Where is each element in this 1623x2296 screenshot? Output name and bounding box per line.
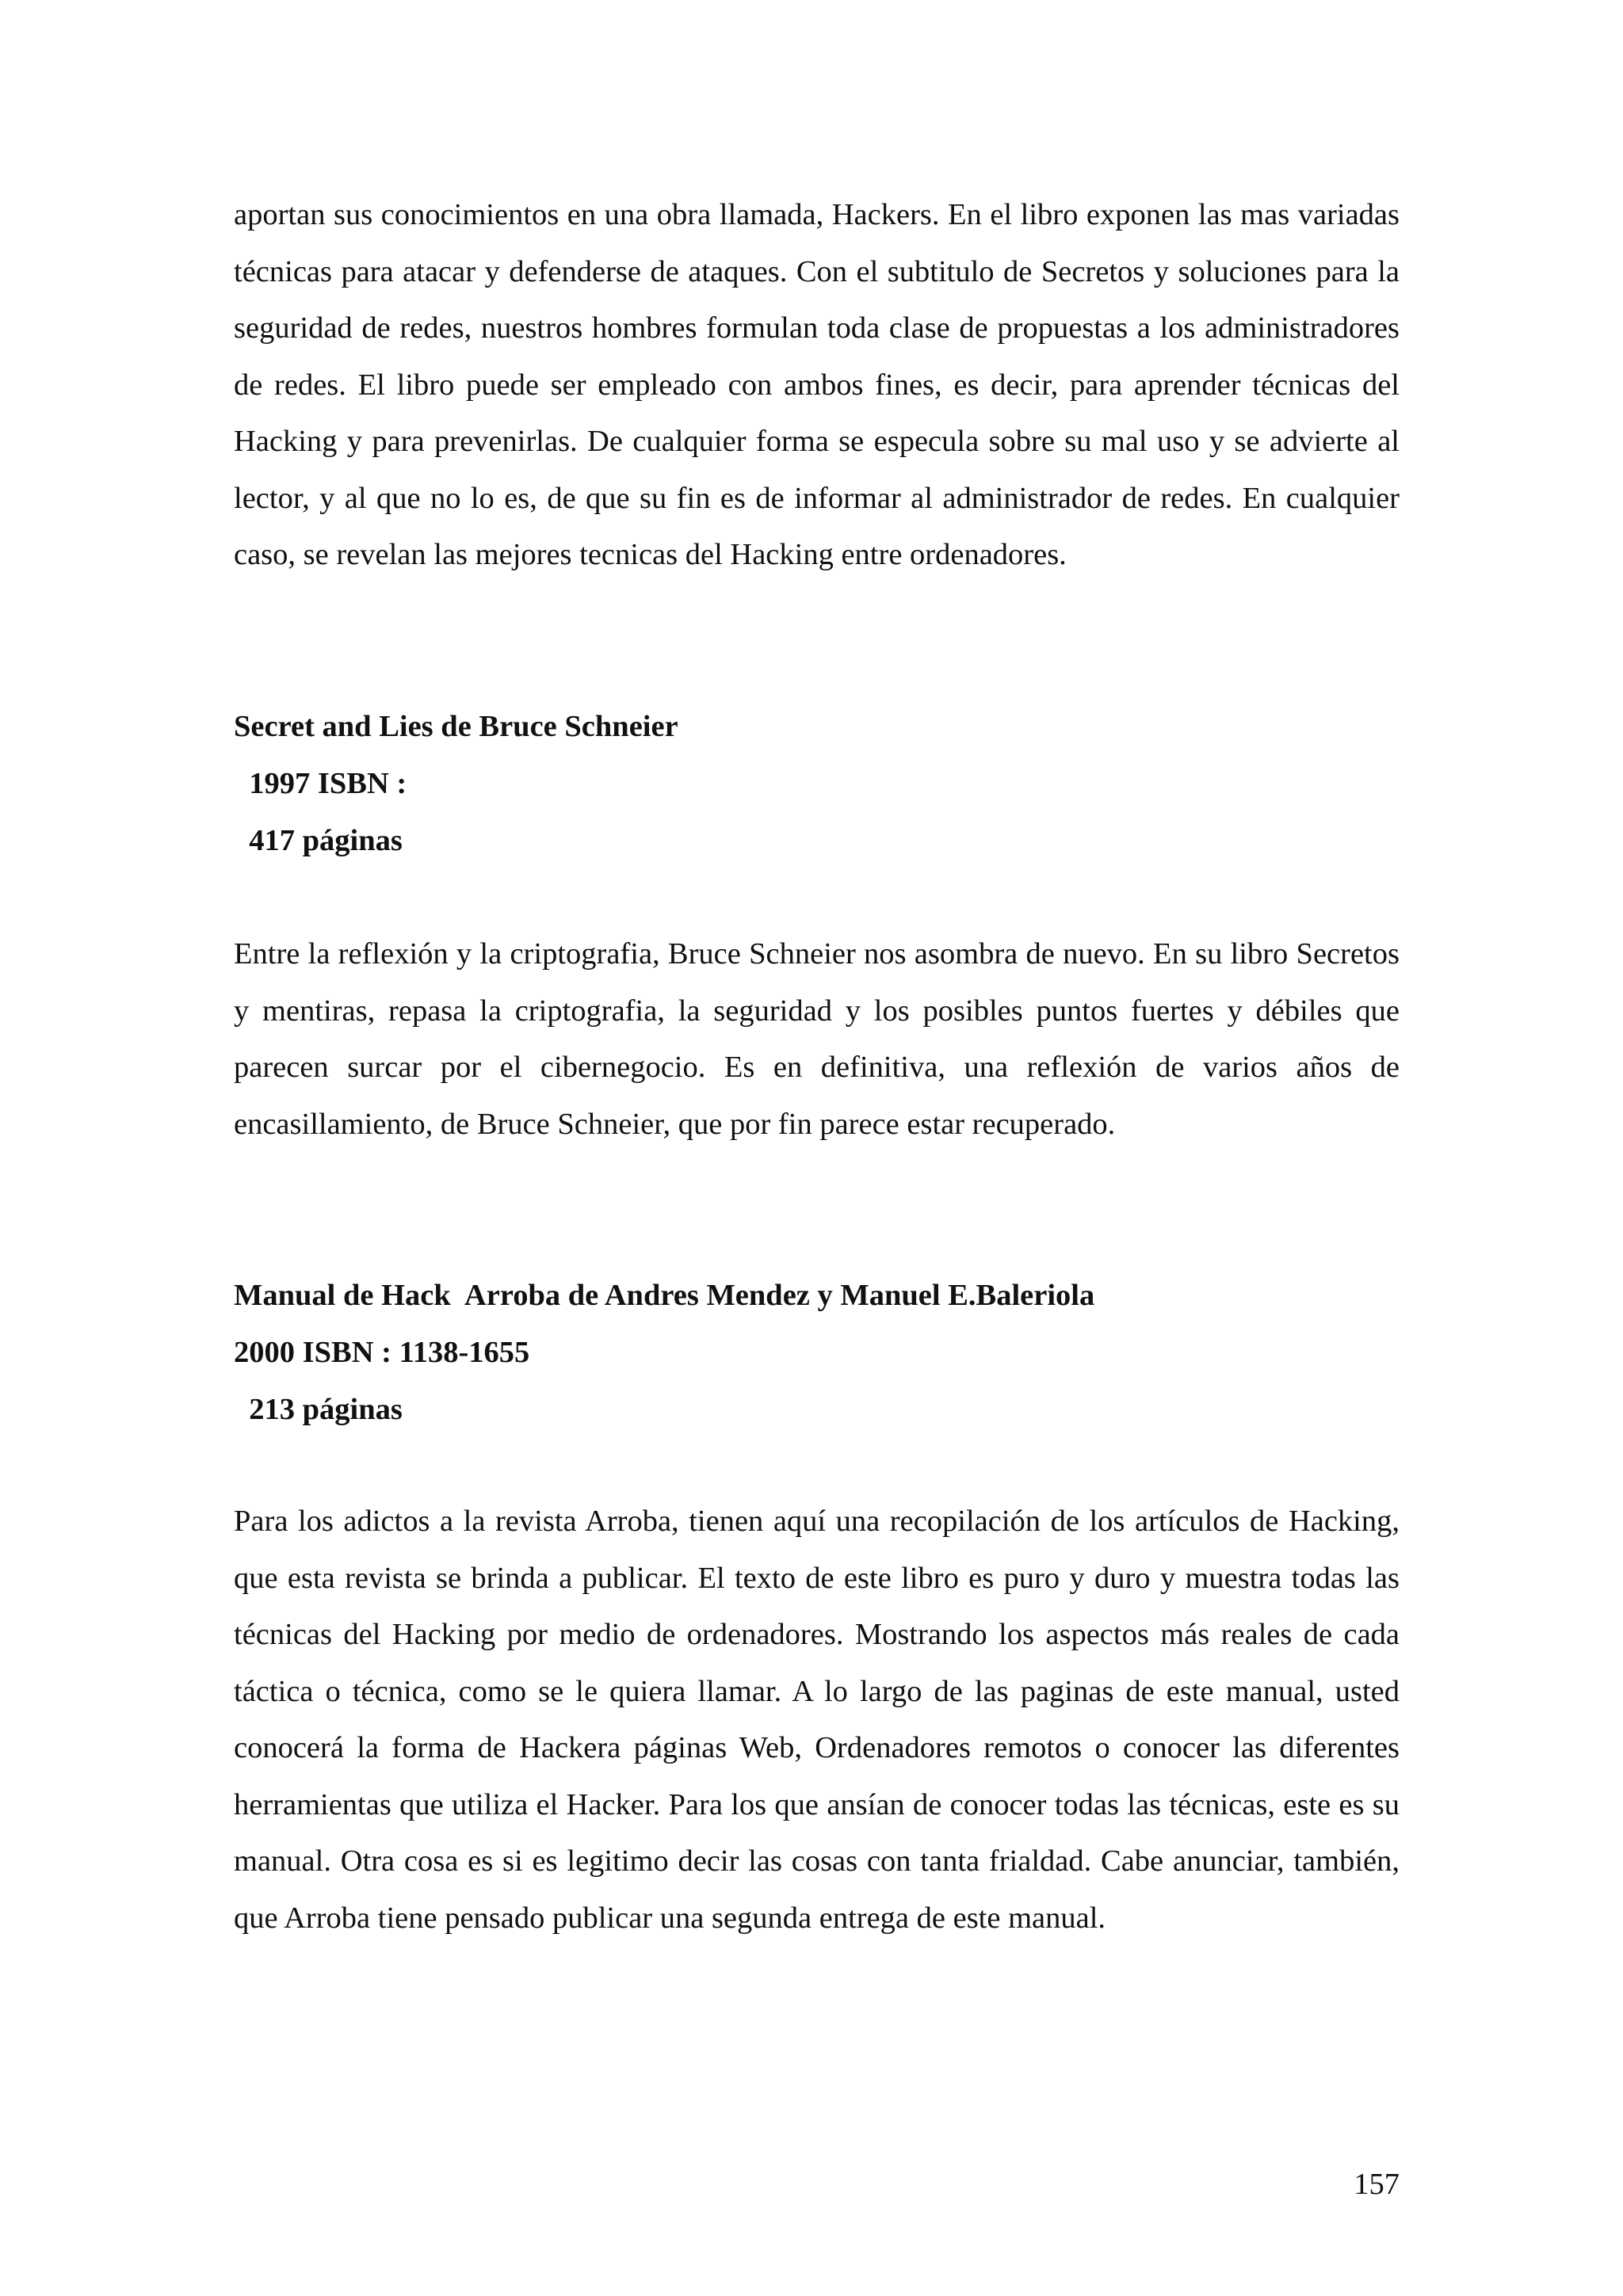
book-page-count: 213 páginas <box>234 1393 403 1426</box>
intro-paragraph: aportan sus conocimientos en una obra llamada, Hackers. En el libro exponen las mas variadas técnicas para atacar y defenderse de ataques. Con el subtitulo de Secretos y soluciones para la seguridad de redes, nuestros hombres formulan toda clase de propuestas a los administradores de redes. El libro puede ser empleado con ambos fines, es decir, para aprender técnicas del Hacking y para prevenirlas. De cualquier forma se especula sobre su mal uso y se advierte al lector, y al que no lo es, de que su fin es de informar al administrador de redes. En cualquier caso, se revelan las mejores tecnicas del Hacking entre ordenadores. <box>234 198 1400 571</box>
book-isbn: 1997 ISBN : <box>234 767 407 800</box>
book-title: Manual de Hack Arroba de Andres Mendez y Manuel E.Baleriola <box>234 1279 1095 1312</box>
page-number: 157 <box>1354 2168 1400 2201</box>
manual-de-hack-review-block <box>234 1493 1400 1947</box>
book-title: Secret and Lies de Bruce Schneier <box>234 710 678 743</box>
secret-and-lies-review-block <box>234 926 1400 1153</box>
intro-paragraph-block <box>234 187 1400 584</box>
book-entry-secret-and-lies <box>234 698 1400 869</box>
manual-de-hack-review: Para los adictos a la revista Arroba, tienen aquí una recopilación de los artículos de Hacking, que esta revista se brinda a publicar. El texto de este libro es puro y duro y muestra todas las técnicas del Hacking por medio de ordenadores. Mostrando los aspectos más reales de cada táctica o técnica, como se le quiera llamar. A lo largo de las paginas de este manual, usted conocerá la forma de Hackera páginas Web, Ordenadores remotos o conocer las diferentes herramientas que utiliza el Hacker. Para los que ansían de conocer todas las técnicas, este es su manual. Otra cosa es si es legitimo decir las cosas con tanta frialdad. Cabe anunciar, también, que Arroba tiene pensado publicar una segunda entrega de este manual. <box>234 1505 1400 1935</box>
secret-and-lies-review: Entre la reflexión y la criptografia, Bruce Schneier nos asombra de nuevo. En su libro Secretos y mentiras, repasa la criptografia, la seguridad y los posibles puntos fuertes y débiles que parecen surcar por el cibernegocio. Es en definitiva, una reflexión de varios años de encasillamiento, de Bruce Schneier, que por fin parece estar recuperado. <box>234 937 1400 1141</box>
book-page-count: 417 páginas <box>234 824 403 857</box>
book-entry-manual-de-hack <box>234 1267 1400 1438</box>
book-isbn: 2000 ISBN : 1138-1655 <box>234 1336 530 1369</box>
